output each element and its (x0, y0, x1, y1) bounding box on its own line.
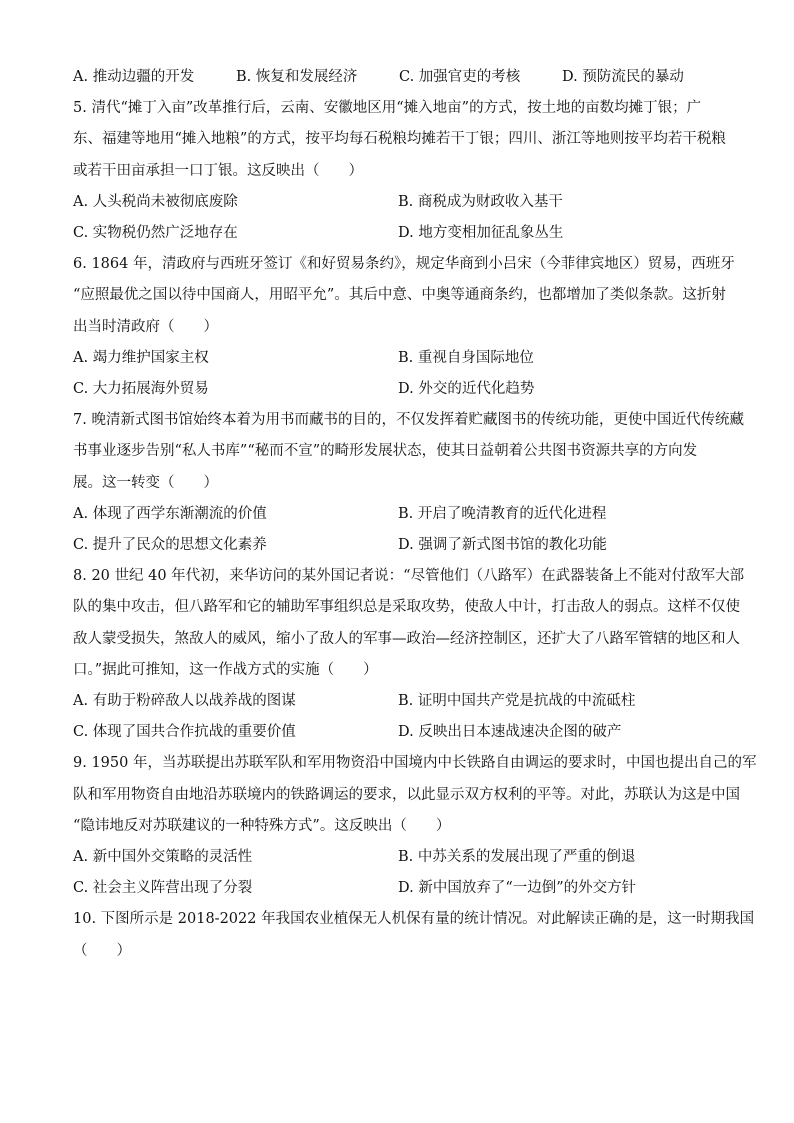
q7-options-row-2 (73, 530, 724, 561)
q7-options-row-1 (73, 499, 724, 530)
q5-option-b[interactable]: B. 商税成为财政收入基干 (398, 193, 563, 210)
q6-option-a[interactable]: A. 竭力维护国家主权 (73, 349, 209, 366)
q7-option-d[interactable]: D. 强调了新式图书馆的教化功能 (398, 537, 607, 554)
q8-option-c[interactable]: C. 体现了国共合作抗战的重要价值 (73, 724, 296, 741)
q8-option-a[interactable]: A. 有助于粉碎敌人以战养战的图谋 (73, 693, 296, 710)
q8-line-4: 口。”据此可推知，这一作战方式的实施（ ） (73, 661, 378, 678)
q7-line-1: 7. 晚清新式图书馆始终本着为用书而藏书的目的，不仅发挥着贮藏图书的传统功能，更使中国近代传统藏 (73, 412, 744, 429)
q6-options-row-1 (73, 343, 724, 374)
q6-option-d[interactable]: D. 外交的近代化趋势 (398, 381, 535, 398)
q6-line-3: 出当时清政府（ ） (73, 318, 218, 335)
q6-option-b[interactable]: B. 重视自身国际地位 (398, 349, 534, 366)
question-9-stem (73, 748, 757, 842)
q7-line-2: 书事业逐步告别“私人书库”“秘而不宣”的畸形发展状态，使其日益朝着公共图书资源共享的方向发 (73, 443, 698, 460)
q5-line-1: 5. 清代“摊丁入亩”改革推行后，云南、安徽地区用“摊入地亩”的方式，按土地的亩数均摊丁银；广 (73, 100, 702, 117)
q5-option-c[interactable]: C. 实物税仍然广泛地存在 (73, 225, 238, 242)
q9-option-c[interactable]: C. 社会主义阵营出现了分裂 (73, 880, 253, 897)
q9-option-b[interactable]: B. 中苏关系的发展出现了严重的倒退 (398, 849, 636, 866)
q6-option-c[interactable]: C. 大力拓展海外贸易 (73, 381, 209, 398)
q7-option-a[interactable]: A. 体现了西学东渐潮流的价值 (73, 505, 267, 522)
q7-option-b[interactable]: B. 开启了晚清教育的近代化进程 (398, 505, 607, 522)
q8-line-2: 队的集中攻击，但八路军和它的辅助军事组织总是采取攻势，使敌人中计，打击敌人的弱点。这样不仅使 (73, 599, 740, 616)
q8-options-row-2 (73, 717, 724, 748)
q8-line-3: 敌人蒙受损失，煞敌人的威风，缩小了敌人的军事—政治—经济控制区，还扩大了八路军管辖的地区和人 (73, 630, 740, 647)
question-8-stem (73, 561, 745, 686)
q10-line-1: 10. 下图所示是 2018-2022 年我国农业植保无人机保有量的统计情况。对此解读正确的是，这一时期我国 (73, 911, 755, 928)
q4-option-b[interactable]: B. 恢复和发展经济 (236, 69, 358, 85)
q9-options-row-2 (73, 873, 724, 904)
q5-options-row-1 (73, 187, 724, 218)
q6-line-1: 6. 1864 年，清政府与西班牙签订《和好贸易条约》，规定华商到小吕宋（今菲律宾地区）贸易，西班牙 (73, 256, 735, 273)
q9-option-d[interactable]: D. 新中国放弃了“一边倒”的外交方针 (398, 880, 637, 897)
q6-line-2: “应照最优之国以待中国商人，用昭平允”。其后中意、中奥等通商条约，也都增加了类似条款。这折射 (73, 287, 726, 304)
q5-line-3: 或若干田亩承担一口丁银。这反映出（ ） (73, 162, 363, 179)
q4-option-d[interactable]: D. 预防流民的暴动 (562, 69, 684, 85)
q9-line-3: “隐讳地反对苏联建议的一种特殊方式”。这反映出（ ） (73, 817, 451, 834)
q4-options (73, 62, 724, 93)
q8-line-1: 8. 20 世纪 40 年代初，来华访问的某外国记者说：“尽管他们（八路军）在武器装备上不能对付敌军大部 (73, 568, 745, 585)
q9-line-1: 9. 1950 年，当苏联提出苏联军队和军用物资沿中国境内中长铁路自由调运的要求时，中国也提出自己的军 (73, 755, 757, 772)
q9-options-row-1 (73, 842, 724, 873)
q5-option-d[interactable]: D. 地方变相加征乱象丛生 (398, 225, 564, 242)
question-5-stem (73, 93, 724, 187)
q5-options-row-2 (73, 218, 724, 249)
q5-option-a[interactable]: A. 人头税尚未被彻底废除 (73, 193, 238, 210)
q8-options-row-1 (73, 686, 724, 717)
q4-option-c[interactable]: C. 加强官吏的考核 (399, 69, 521, 85)
question-7-stem (73, 405, 744, 499)
q10-line-2: （ ） (73, 942, 131, 959)
q7-option-c[interactable]: C. 提升了民众的思想文化素养 (73, 537, 267, 554)
question-10-stem (73, 904, 755, 966)
question-6-stem (73, 249, 735, 343)
q5-line-2: 东、福建等地用“摊入地粮”的方式，按平均每石税粮均摊若干丁银；四川、浙江等地则按平均若干税粮 (73, 131, 726, 148)
q8-option-d[interactable]: D. 反映出日本速战速决企图的破产 (398, 724, 622, 741)
q9-line-2: 队和军用物资自由地沿苏联境内的铁路调运的要求，以此显示双方权利的平等。对此，苏联认为这是中国 (73, 786, 740, 803)
q9-option-a[interactable]: A. 新中国外交策略的灵活性 (73, 849, 253, 866)
q7-line-3: 展。这一转变（ ） (73, 474, 218, 491)
q4-option-a[interactable]: A. 推动边疆的开发 (73, 69, 195, 85)
q6-options-row-2 (73, 374, 724, 405)
q8-option-b[interactable]: B. 证明中国共产党是抗战的中流砥柱 (398, 693, 636, 710)
